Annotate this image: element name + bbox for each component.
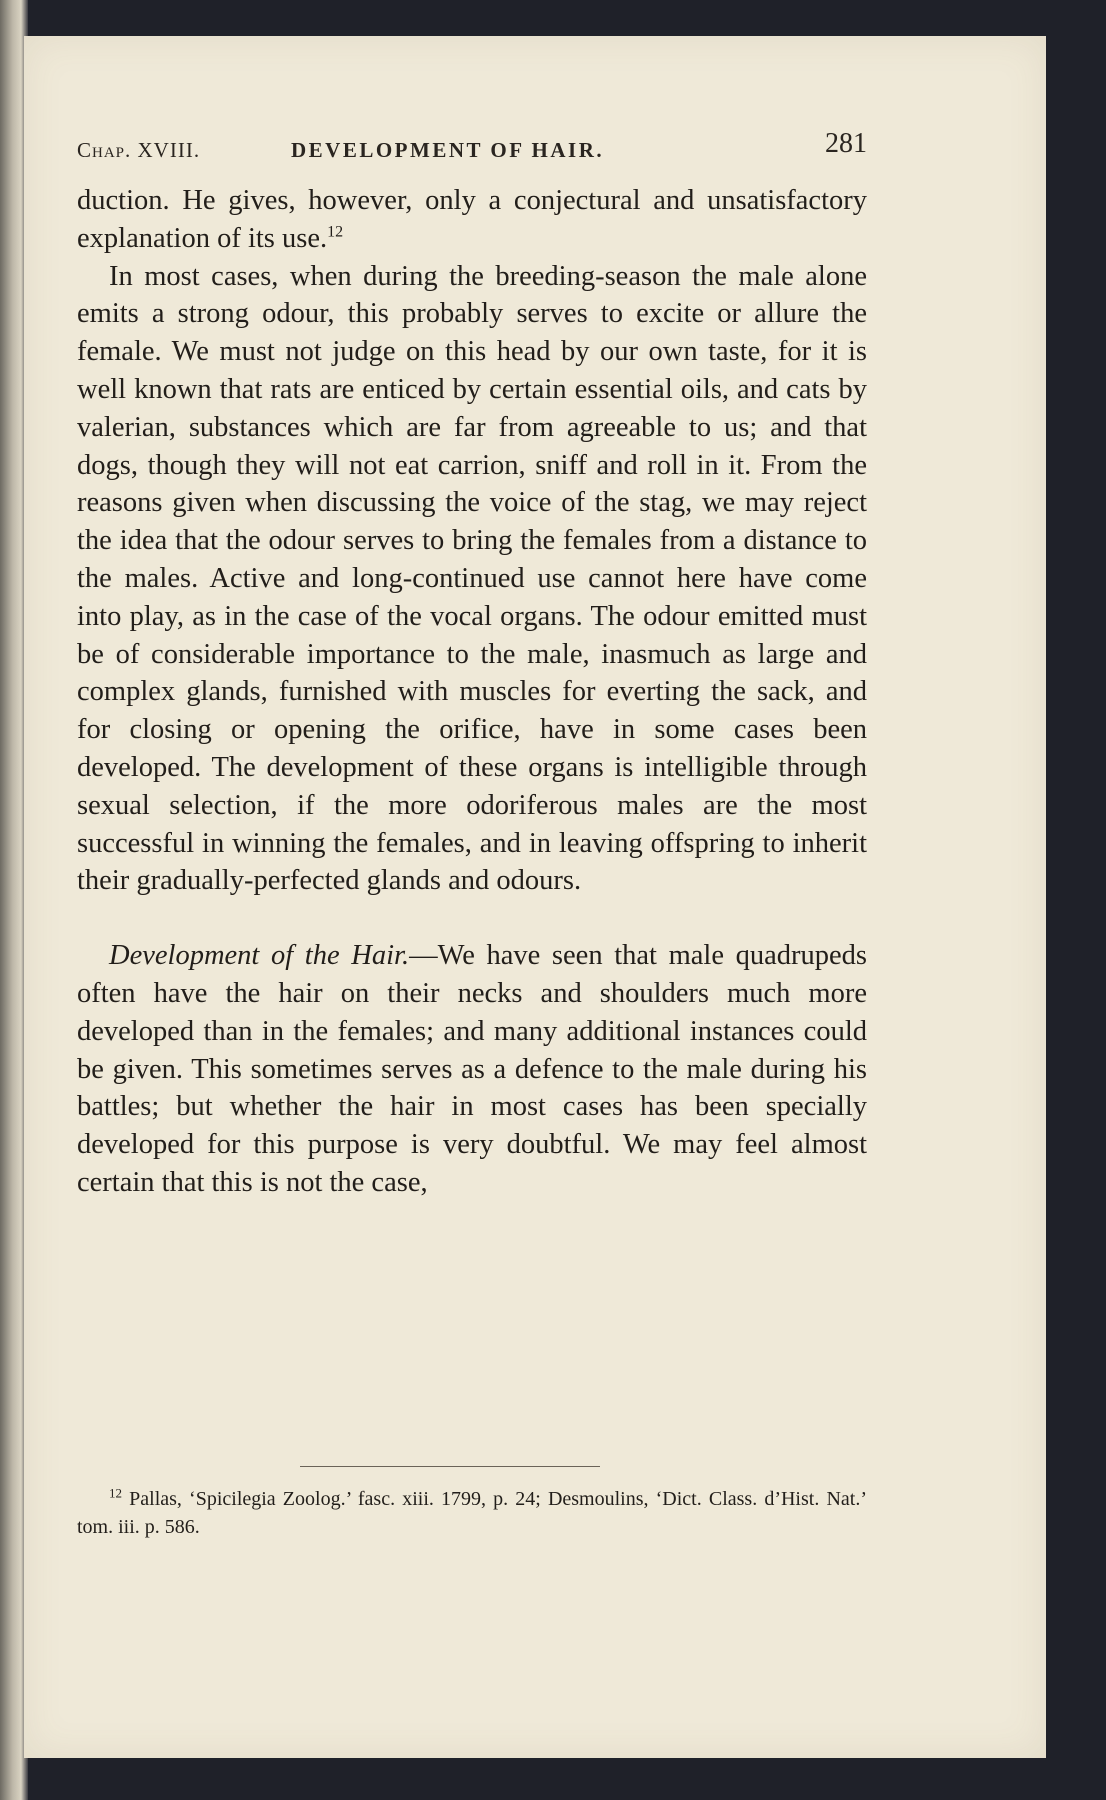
- paragraph-continued: [77, 182, 867, 258]
- section-gap: [77, 900, 867, 937]
- chapter-label: Chap. XVIII.: [77, 138, 201, 162]
- running-header: [77, 122, 867, 172]
- footnote-paragraph: [77, 1485, 867, 1541]
- body-text: [77, 182, 867, 1202]
- footnote: [77, 1485, 867, 1541]
- paragraph-hair: [77, 937, 867, 1202]
- footnote-number: 12: [109, 1485, 122, 1501]
- page-number: 281: [825, 128, 867, 159]
- footnote-divider: [300, 1466, 600, 1467]
- paragraph-text: —We have seen that male quadrupeds often have the hair on their necks and shoulders much more developed than in the females; and many additional instances could be given. This sometimes serves as a defence to the male during his battles; but whether the hair in most cases has been specially developed for this purpose is very doubtful. We may feel almost certain that this is not the case,: [77, 940, 867, 1198]
- footnote-reference: 12: [327, 223, 344, 241]
- paragraph-text: duction. He gives, however, only a conjectural and unsatisfactory explanation of its use.: [77, 185, 867, 254]
- running-title: DEVELOPMENT OF HAIR.: [291, 138, 605, 162]
- paragraph-odour: In most cases, when during the breeding-season the male alone emits a strong odour, this probably serves to excite or allure the female. We must not judge on this head by our own taste, for it is well known that rats are enticed by certain essential oils, and cats by valerian, substances which are far from agreeable to us; and that dogs, though they will not eat carrion, sniff and roll in it. From the reasons given when discussing the voice of the stag, we may reject the idea that the odour serves to bring the females from a distance to the males. Active and long-continued use cannot here have come into play, as in the case of the vocal organs. The odour emitted must be of considerable importance to the male, inasmuch as large and complex glands, furnished with muscles for everting the sack, and for closing or opening the orifice, have in some cases been developed. The development of these organs is intelligible through sexual selection, if the more odoriferous males are the most successful in winning the females, and in leaving offspring to inherit their gradually-perfected glands and odours.: [77, 260, 867, 897]
- section-heading: Development of the Hair.: [109, 940, 410, 972]
- footnote-text: Pallas, ‘Spicilegia Zoolog.’ fasc. xiii. 1799, p. 24; Desmoulins, ‘Dict. Class. d’Hist. Nat.’ tom. iii. p. 586.: [77, 1488, 867, 1538]
